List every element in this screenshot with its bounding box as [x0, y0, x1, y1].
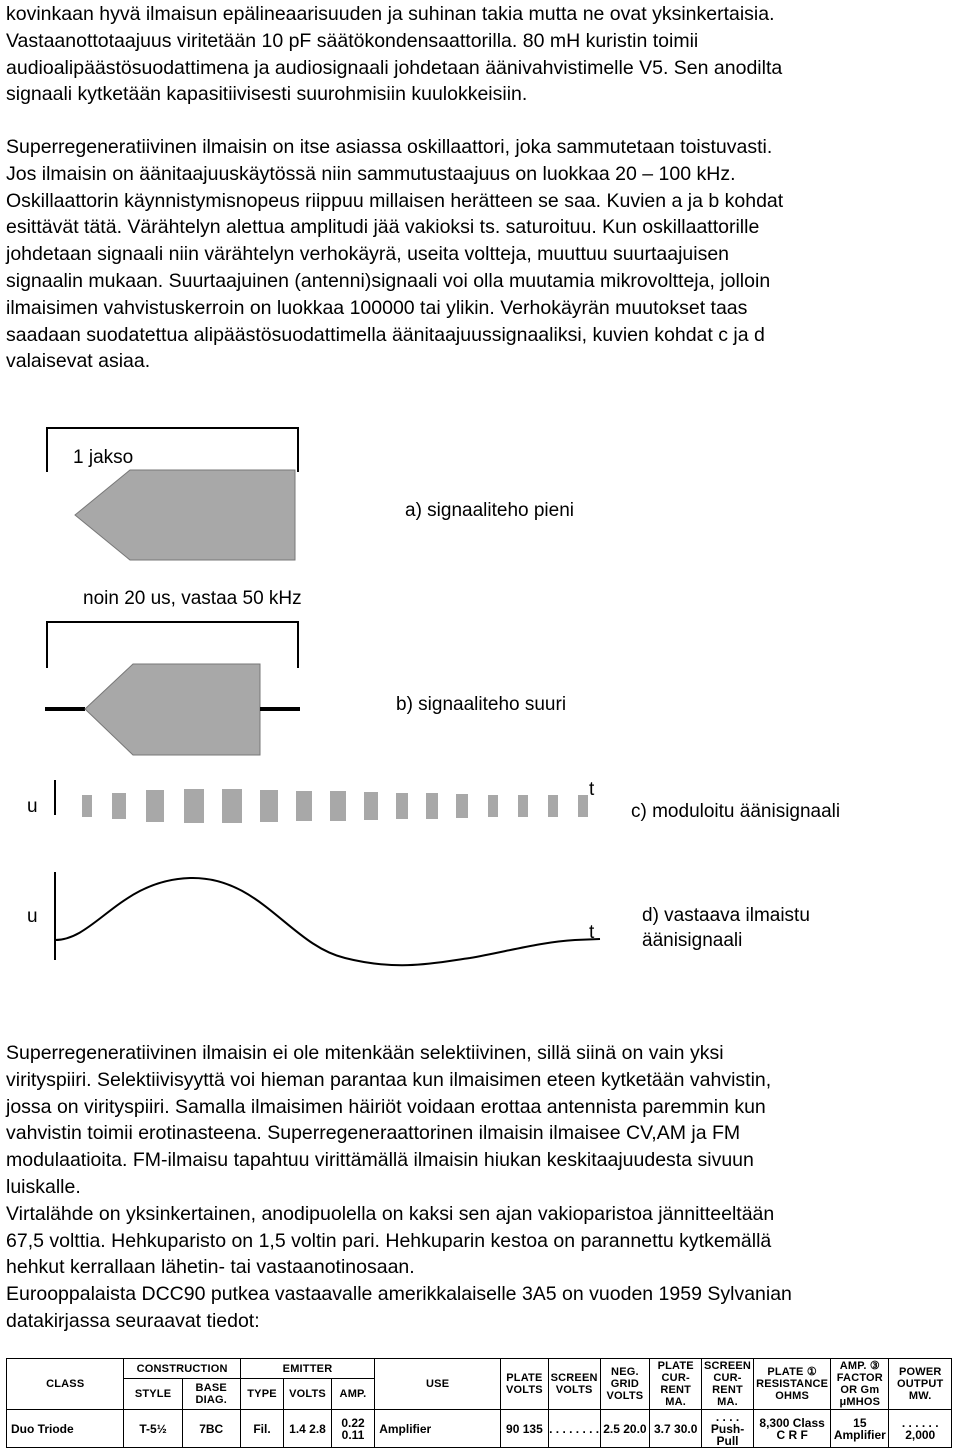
axis-u-label-c: u [27, 796, 38, 817]
header-construction: CONSTRUCTION [124, 1359, 240, 1379]
pulse [296, 791, 312, 821]
pulse [112, 793, 126, 819]
pulse [488, 795, 498, 817]
cell-type: Fil. [240, 1410, 283, 1448]
cell-amp: 0.22 0.11 [331, 1410, 374, 1448]
pulse [426, 793, 438, 819]
cell-screen-current: . . . . Push-Pull [702, 1410, 754, 1448]
cell-plate-current: 3.7 30.0 [650, 1410, 702, 1448]
oscillation-envelope-b [85, 664, 260, 755]
pulse [184, 789, 204, 823]
tube-data-table [6, 1358, 952, 1448]
label-d-line1: d) vastaava ilmaistu [642, 905, 810, 926]
header-screen-current: SCREEN CUR- RENT MA. [702, 1359, 754, 1410]
pulse [222, 789, 242, 823]
text-line: ilmaisimen vahvistuskerroin on luokkaa 100000 tai ylikin. Verhokäyrän muutokset taas [6, 296, 748, 319]
cell-volts: 1.4 2.8 [284, 1410, 332, 1448]
text-line: jossa on virityspiiri. Samalla ilmaisimen häiriöt voidaan erottaa antennista paremmin kun [6, 1095, 766, 1118]
period-label: 1 jakso [73, 447, 134, 468]
text-line: datakirjassa seuraavat tiedot: [6, 1309, 260, 1332]
text-line: Eurooppalaista DCC90 putkea vastaavalle amerikkalaiselle 3A5 on vuoden 1959 Sylvanian [6, 1283, 792, 1306]
pulse [456, 794, 468, 818]
cell-style: T-5½ [124, 1410, 182, 1448]
header-style: STYLE [124, 1379, 182, 1410]
pulse [82, 795, 92, 817]
header-plate-volts: PLATE VOLTS [501, 1359, 549, 1410]
pulse [396, 793, 408, 819]
pulse [260, 790, 278, 822]
label-c: c) moduloitu äänisignaali [631, 801, 841, 822]
header-plate-resistance: PLATE ① RESISTANCE OHMS [753, 1359, 830, 1410]
period-bracket-b [47, 622, 298, 668]
text-line: modulaatioita. FM-ilmaisu tapahtuu virittämällä ilmaisin hiukan keskitaajuudesta sivuun [6, 1149, 754, 1172]
cell-neg-grid: 2.5 20.0 [600, 1410, 650, 1448]
cell-power-output: . . . . . . 2,000 [889, 1410, 952, 1448]
header-plate-current: PLATE CUR- RENT MA. [650, 1359, 702, 1410]
header-amp-factor: AMP. ③ FACTOR OR Gm μMHOS [831, 1359, 889, 1410]
header-emitter: EMITTER [240, 1359, 374, 1379]
text-line: virityspiiri. Selektiivisyyttä voi hieman parantaa kun ilmaisimen eteen kytketään vahvistin, [6, 1068, 772, 1091]
table-row [7, 1410, 952, 1448]
header-screen-volts: SCREEN VOLTS [548, 1359, 600, 1410]
text-line: johdetaan signaali niin värähtelyn verhokäyrä, useita voltteja, muuttuu suurtaajuisen [6, 243, 730, 266]
header-type: TYPE [240, 1379, 283, 1410]
cell-plate-resistance: 8,300 Class C R F [753, 1410, 830, 1448]
header-power-output: POWER OUTPUT MW. [889, 1359, 952, 1410]
text-line: vahvistin toimii erotinasteena. Superregeneraattorinen ilmaisin ilmaisee CV,AM ja FM [6, 1122, 741, 1145]
cell-use: Amplifier [375, 1410, 501, 1448]
text-line: luiskalle. [6, 1175, 81, 1198]
text-line: Superregeneratiivinen ilmaisin on itse asiassa oskillaattori, joka sammutetaan toistuvasti. [6, 136, 773, 158]
header-use: USE [375, 1359, 501, 1410]
text-line: Superregeneratiivinen ilmaisin ei ole mitenkään selektiivinen, sillä siinä on vain yksi [6, 1042, 724, 1064]
selectivity-paragraph [6, 1040, 956, 1335]
axis-t-label-c: t [589, 779, 595, 800]
label-a: a) signaaliteho pieni [405, 500, 575, 521]
header-class: CLASS [7, 1359, 124, 1410]
text-line: audioalipäästösuodattimena ja audiosignaali johdetaan äänivahvistimelle V5. Sen anodilta [6, 56, 783, 79]
text-line: kovinkaan hyvä ilmaisun epälineaarisuuden ja suhinan takia mutta ne ovat yksinkertaisia. [6, 3, 775, 25]
text-line: hehkut kerrallaan lähetin- tai vastaanotinosaan. [6, 1256, 415, 1279]
label-d-line2: äänisignaali [642, 930, 743, 951]
axis-u-label-d: u [27, 906, 38, 927]
axis-t-label-d: t [589, 922, 595, 943]
detected-audio-waveform [55, 878, 600, 965]
cell-base: 7BC [182, 1410, 240, 1448]
oscillation-envelope-a [75, 470, 295, 560]
text-line: esittävät tätä. Värähtelyn alettua amplitudi jää vakioksi ts. saturoituu. Kun oskillaattorille [6, 216, 760, 239]
text-line: Vastaanottotaajuus viritetään 10 pF säätökondensaattorilla. 80 mH kuristin toimii [6, 29, 699, 52]
pulse [364, 792, 378, 820]
approx-period-label: noin 20 us, vastaa 50 kHz [83, 588, 302, 609]
text-line: signaali kytketään kapasitiivisesti suurohmisiin kuulokkeisiin. [6, 83, 528, 106]
header-volts: VOLTS [284, 1379, 332, 1410]
modulated-pulse-train [82, 789, 588, 823]
text-line: Jos ilmaisin on äänitaajuuskäytössä niin sammutustaajuus on luokkaa 20 – 100 kHz. [6, 162, 736, 185]
cell-plate-volts: 90 135 [501, 1410, 549, 1448]
pulse [330, 791, 346, 821]
text-line: Oskillaattorin käynnistymisnopeus riippuu millaisen herätteen se saa. Kuvien a ja b kohdat [6, 189, 784, 212]
pulse [146, 790, 164, 822]
header-amp: AMP. [331, 1379, 374, 1410]
cell-amp-factor: 15 Amplifier [831, 1410, 889, 1448]
text-line: Virtalähde on yksinkertainen, anodipuolella on kaksi sen ajan vakioparistoa jännitteeltään [6, 1202, 775, 1225]
header-neg-grid-volts: NEG. GRID VOLTS [600, 1359, 650, 1410]
text-line: valaisevat asiaa. [6, 350, 151, 373]
pulse [548, 795, 558, 817]
text-line: saadaan suodatettua alipäästösuodattimella äänitaajuussignaaliksi, kuvien kohdat c ja d [6, 323, 765, 346]
cell-class: Duo Triode [7, 1410, 124, 1448]
text-line: 67,5 volttia. Hehkuparisto on 1,5 voltin pari. Hehkuparin kestoa on parannettu kytkemällä [6, 1229, 772, 1252]
cell-screen-volts: . . . . . . . . [548, 1410, 600, 1448]
header-base-diag: BASE DIAG. [182, 1379, 240, 1410]
pulse [578, 795, 588, 817]
text-line: signaalin mukaan. Suurtaajuinen (antenni)signaali voi olla muutamia mikrovoltteja, jolloin [6, 269, 771, 292]
label-b: b) signaaliteho suuri [396, 694, 567, 715]
pulse [518, 795, 528, 817]
